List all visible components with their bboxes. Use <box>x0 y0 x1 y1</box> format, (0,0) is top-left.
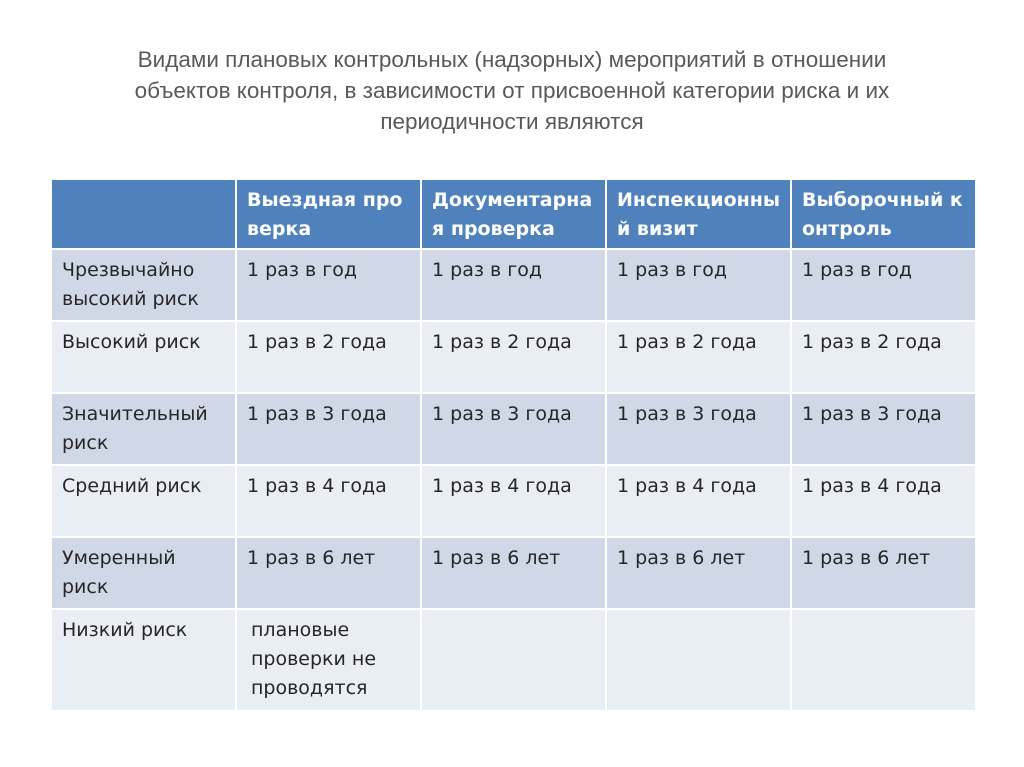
header-documentary-inspection: Документарная проверка <box>422 180 605 248</box>
header-selective-control: Выборочный контроль <box>792 180 975 248</box>
slide-title-line-1: Видами плановых контрольных (надзорных) мероприятий в отношении <box>137 47 887 72</box>
empty-cell <box>422 610 605 710</box>
frequency-cell: 1 раз в 2 года <box>607 322 790 392</box>
risk-category-cell: Чрезвычайно высокий риск <box>52 250 235 320</box>
frequency-cell: 1 раз в 6 лет <box>237 538 420 608</box>
frequency-cell: 1 раз в 3 года <box>792 394 975 464</box>
risk-category-cell: Умеренный риск <box>52 538 235 608</box>
frequency-cell: 1 раз в 2 года <box>792 322 975 392</box>
frequency-cell: 1 раз в год <box>607 250 790 320</box>
risk-inspection-table <box>50 178 977 712</box>
slide-title <box>60 44 964 137</box>
frequency-cell: 1 раз в 4 года <box>237 466 420 536</box>
frequency-cell: 1 раз в 3 года <box>237 394 420 464</box>
frequency-cell: 1 раз в 6 лет <box>422 538 605 608</box>
risk-category-cell: Низкий риск <box>52 610 235 710</box>
frequency-cell: 1 раз в 3 года <box>422 394 605 464</box>
risk-category-cell: Значительный риск <box>52 394 235 464</box>
table-header-row <box>52 180 975 248</box>
frequency-cell: 1 раз в год <box>792 250 975 320</box>
frequency-cell: 1 раз в 4 года <box>607 466 790 536</box>
slide-title-line-2: объектов контроля, в зависимости от присвоенной категории риска и их <box>134 78 890 103</box>
slide-title-line-3: периодичности являются <box>380 109 644 134</box>
frequency-cell: 1 раз в 6 лет <box>792 538 975 608</box>
table-row <box>52 610 975 710</box>
risk-category-cell: Средний риск <box>52 466 235 536</box>
header-onsite-inspection: Выездная проверка <box>237 180 420 248</box>
table-row <box>52 394 975 464</box>
frequency-cell: 1 раз в 2 года <box>422 322 605 392</box>
frequency-cell: 1 раз в год <box>422 250 605 320</box>
header-corner-cell <box>52 180 235 248</box>
frequency-cell: 1 раз в 4 года <box>422 466 605 536</box>
frequency-cell: 1 раз в 4 года <box>792 466 975 536</box>
table-row <box>52 322 975 392</box>
frequency-cell: 1 раз в год <box>237 250 420 320</box>
table-row <box>52 538 975 608</box>
risk-category-cell: Высокий риск <box>52 322 235 392</box>
header-inspection-visit: Инспекционный визит <box>607 180 790 248</box>
empty-cell <box>792 610 975 710</box>
frequency-cell: 1 раз в 3 года <box>607 394 790 464</box>
frequency-cell: 1 раз в 2 года <box>237 322 420 392</box>
table-row <box>52 466 975 536</box>
empty-cell <box>607 610 790 710</box>
frequency-cell: 1 раз в 6 лет <box>607 538 790 608</box>
table-row <box>52 250 975 320</box>
no-inspections-note-cell: плановые проверки не проводятся <box>237 610 420 710</box>
